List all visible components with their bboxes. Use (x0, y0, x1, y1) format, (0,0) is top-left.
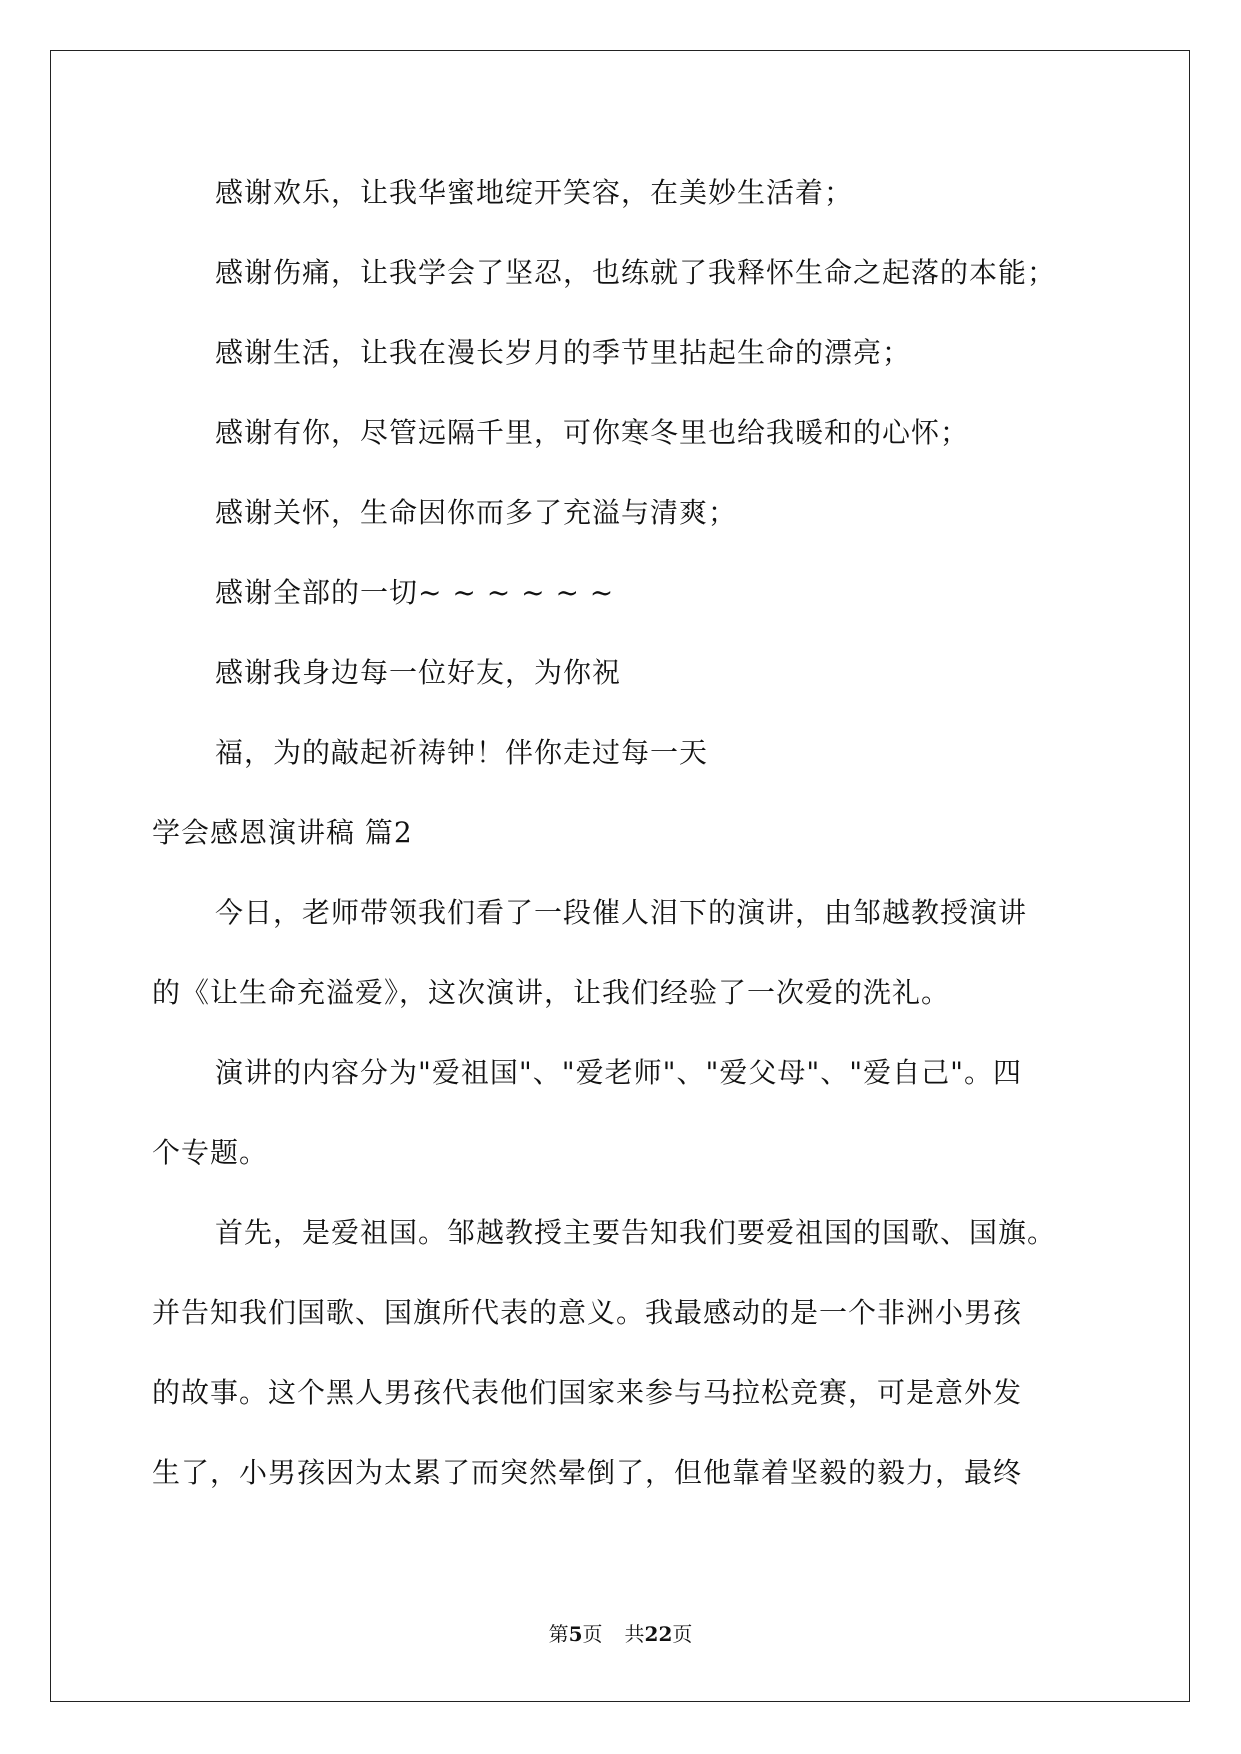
paragraph-line: 福，为的敲起祈祷钟！伴你走过每一天 (215, 736, 709, 769)
footer-total-prefix: 共 (624, 1622, 645, 1646)
footer-prefix: 第 (548, 1622, 569, 1646)
body-line: 生了，小男孩因为太累了而突然晕倒了，但他靠着坚毅的毅力，最终 (152, 1456, 1023, 1489)
paragraph-line: 感谢有你，尽管远隔千里，可你寒冬里也给我暖和的心怀； (215, 416, 970, 449)
section-heading: 学会感恩演讲稿 篇2 (152, 816, 413, 849)
current-page-number: 5 (568, 1622, 583, 1646)
body-line: 个专题。 (152, 1136, 269, 1169)
paragraph-line: 感谢全部的一切~ ~ ~ ~ ~ ~ (215, 576, 615, 609)
footer-page-suffix: 页 (582, 1622, 603, 1646)
paragraph-line: 感谢生活，让我在漫长岁月的季节里拈起生命的漂亮； (215, 336, 912, 369)
body-line: 演讲的内容分为"爱祖国"、"爱老师"、"爱父母"、"爱自己"。四 (215, 1056, 1023, 1089)
body-line: 的《让生命充溢爱》，这次演讲，让我们经验了一次爱的洗礼。 (152, 976, 951, 1009)
paragraph-line: 感谢伤痛，让我学会了坚忍，也练就了我释怀生命之起落的本能； (215, 256, 1057, 289)
body-line: 今日，老师带领我们看了一段催人泪下的演讲，由邹越教授演讲 (215, 896, 1028, 929)
body-line: 并告知我们国歌、国旗所代表的意义。我最感动的是一个非洲小男孩 (152, 1296, 1023, 1329)
page-footer (0, 1622, 1241, 1646)
body-line: 的故事。这个黑人男孩代表他们国家来参与马拉松竞赛，可是意外发 (152, 1376, 1023, 1409)
body-line: 首先，是爱祖国。邹越教授主要告知我们要爱祖国的国歌、国旗。 (215, 1216, 1057, 1249)
paragraph-line: 感谢关怀，生命因你而多了充溢与清爽； (215, 496, 738, 529)
paragraph-line: 感谢我身边每一位好友，为你祝 (215, 656, 622, 689)
total-pages: 22 (644, 1622, 673, 1646)
footer-total-suffix: 页 (672, 1622, 693, 1646)
paragraph-line: 感谢欢乐，让我华蜜地绽开笑容，在美妙生活着； (215, 176, 854, 209)
